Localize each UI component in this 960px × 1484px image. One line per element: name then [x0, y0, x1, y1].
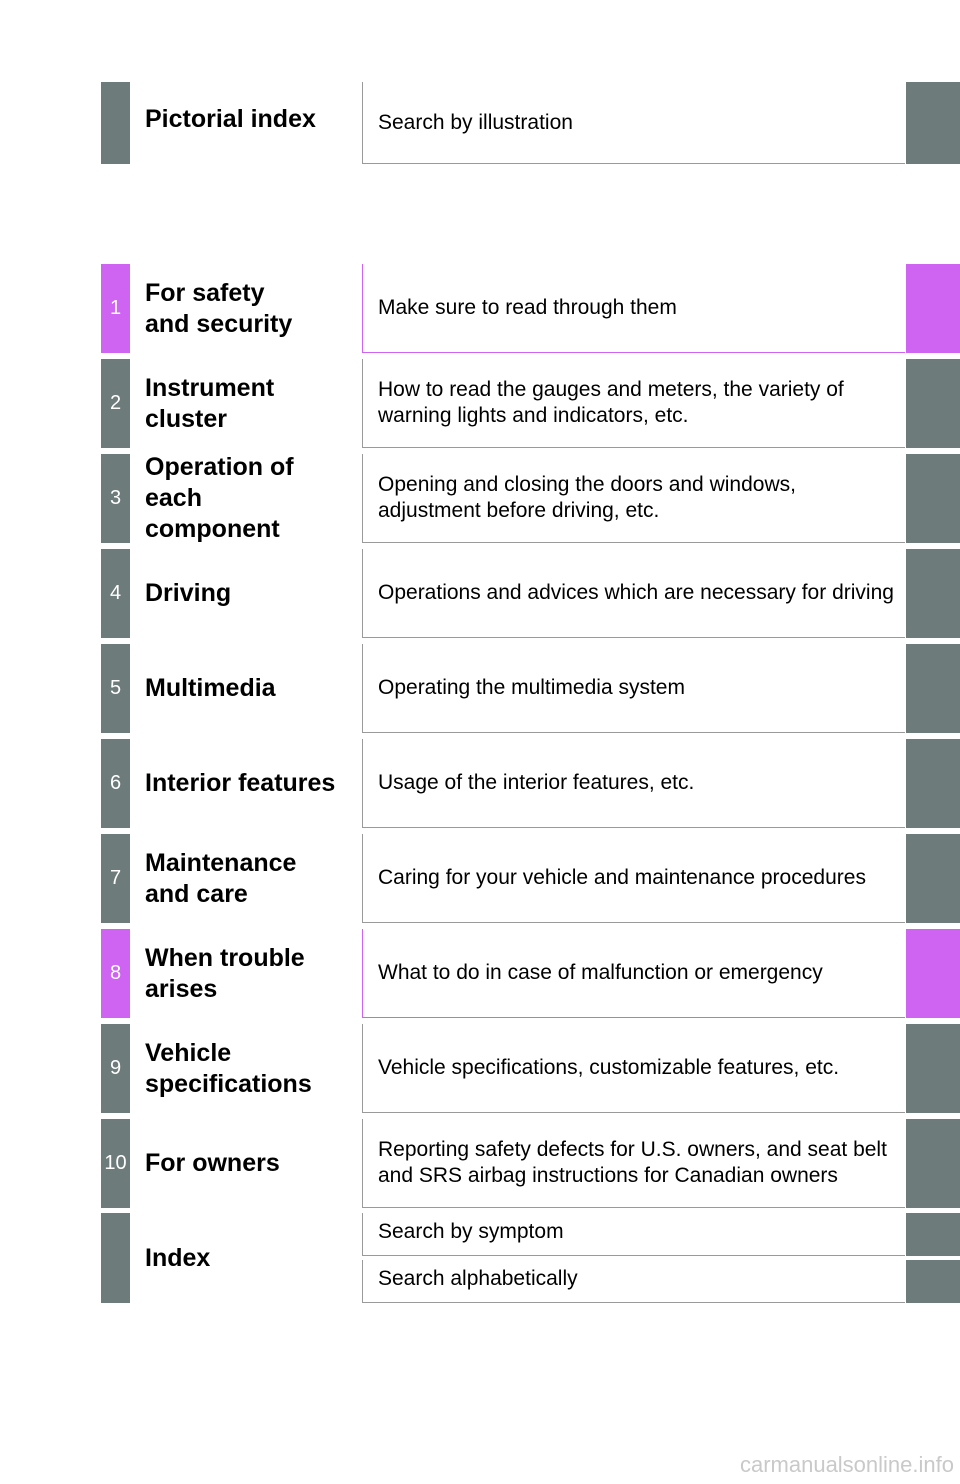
section-row[interactable]	[0, 454, 960, 543]
section-tab-right[interactable]	[906, 1119, 960, 1208]
section-desc-box	[362, 644, 905, 733]
section-desc-box	[362, 264, 905, 353]
section-desc-box	[362, 834, 905, 923]
section-tab-right[interactable]	[906, 644, 960, 733]
section-tab-right[interactable]	[906, 1260, 960, 1303]
section-desc-box	[362, 549, 905, 638]
section-title: Interior features	[145, 769, 336, 797]
section-desc: How to read the gauges and meters, the variety of warning lights and indicators, etc.	[378, 378, 844, 427]
section-desc-box	[362, 1119, 905, 1208]
section-tab-right[interactable]	[906, 359, 960, 448]
index-item-alphabetical[interactable]	[362, 1260, 905, 1303]
section-row[interactable]	[0, 834, 960, 923]
section-tab-right[interactable]	[906, 454, 960, 543]
section-row[interactable]	[0, 644, 960, 733]
section-row[interactable]	[0, 549, 960, 638]
section-desc: Search by illustration	[378, 110, 573, 134]
section-row[interactable]	[0, 1119, 960, 1208]
section-row[interactable]	[0, 739, 960, 828]
section-number: 1	[101, 264, 130, 353]
section-number: 10	[101, 1119, 130, 1208]
section-row[interactable]	[0, 1024, 960, 1113]
section-tab-right[interactable]	[906, 834, 960, 923]
section-title: Instrument cluster	[145, 373, 275, 433]
section-tab-right[interactable]	[906, 739, 960, 828]
section-tab-right[interactable]	[906, 1024, 960, 1113]
section-number: 9	[101, 1024, 130, 1113]
index-item-symptom[interactable]	[362, 1213, 905, 1256]
section-desc: Opening and closing the doors and windows, adjustment before driving, etc.	[378, 473, 796, 522]
section-number: 7	[101, 834, 130, 923]
section-desc: Make sure to read through them	[378, 296, 677, 319]
section-row[interactable]	[0, 929, 960, 1018]
section-tab-right[interactable]	[906, 549, 960, 638]
section-title: Operation of each component	[145, 453, 294, 543]
section-tab-left	[101, 1213, 130, 1303]
section-number: 6	[101, 739, 130, 828]
section-title: Driving	[145, 579, 232, 607]
section-desc: Caring for your vehicle and maintenance procedures	[378, 866, 866, 889]
section-number: 5	[101, 644, 130, 733]
section-desc-box	[362, 359, 905, 448]
section-number: 2	[101, 359, 130, 448]
section-desc-box	[362, 82, 905, 164]
section-tab-right[interactable]	[906, 929, 960, 1018]
section-title: Index	[145, 1243, 211, 1272]
section-desc-box	[362, 929, 905, 1018]
index-item-label: Search alphabetically	[378, 1267, 578, 1290]
section-row[interactable]	[0, 264, 960, 353]
section-desc: Usage of the interior features, etc.	[378, 771, 695, 794]
pictorial-index-row[interactable]	[0, 82, 960, 164]
watermark: carmanualsonline.info	[739, 1452, 954, 1477]
section-row[interactable]	[0, 359, 960, 448]
section-title: For safety and security	[145, 278, 293, 338]
section-number: 4	[101, 549, 130, 638]
section-title: For owners	[145, 1149, 280, 1177]
section-desc: Vehicle specifications, customizable features, etc.	[378, 1056, 840, 1079]
index-row[interactable]	[0, 1213, 960, 1303]
section-title: When trouble arises	[145, 943, 305, 1003]
section-title: Vehicle specifications	[145, 1038, 312, 1098]
section-desc-box	[362, 739, 905, 828]
section-desc-box	[362, 1024, 905, 1113]
section-tab-right[interactable]	[906, 82, 960, 164]
section-tab-left	[101, 82, 130, 164]
section-desc: Operations and advices which are necessary for driving	[378, 581, 894, 604]
section-title: Maintenance and care	[145, 848, 297, 908]
section-number: 3	[101, 454, 130, 543]
section-number: 8	[101, 929, 130, 1018]
section-title: Multimedia	[145, 674, 276, 702]
section-desc: Reporting safety defects for U.S. owners, and seat belt and SRS airbag instructions for Canadian owners	[378, 1138, 887, 1187]
section-tab-right[interactable]	[906, 264, 960, 353]
section-desc-box	[362, 454, 905, 543]
section-desc: Operating the multimedia system	[378, 676, 685, 699]
index-item-label: Search by symptom	[378, 1220, 564, 1243]
section-title: Pictorial index	[145, 105, 316, 133]
section-desc: What to do in case of malfunction or emergency	[378, 961, 823, 984]
section-tab-right[interactable]	[906, 1213, 960, 1256]
